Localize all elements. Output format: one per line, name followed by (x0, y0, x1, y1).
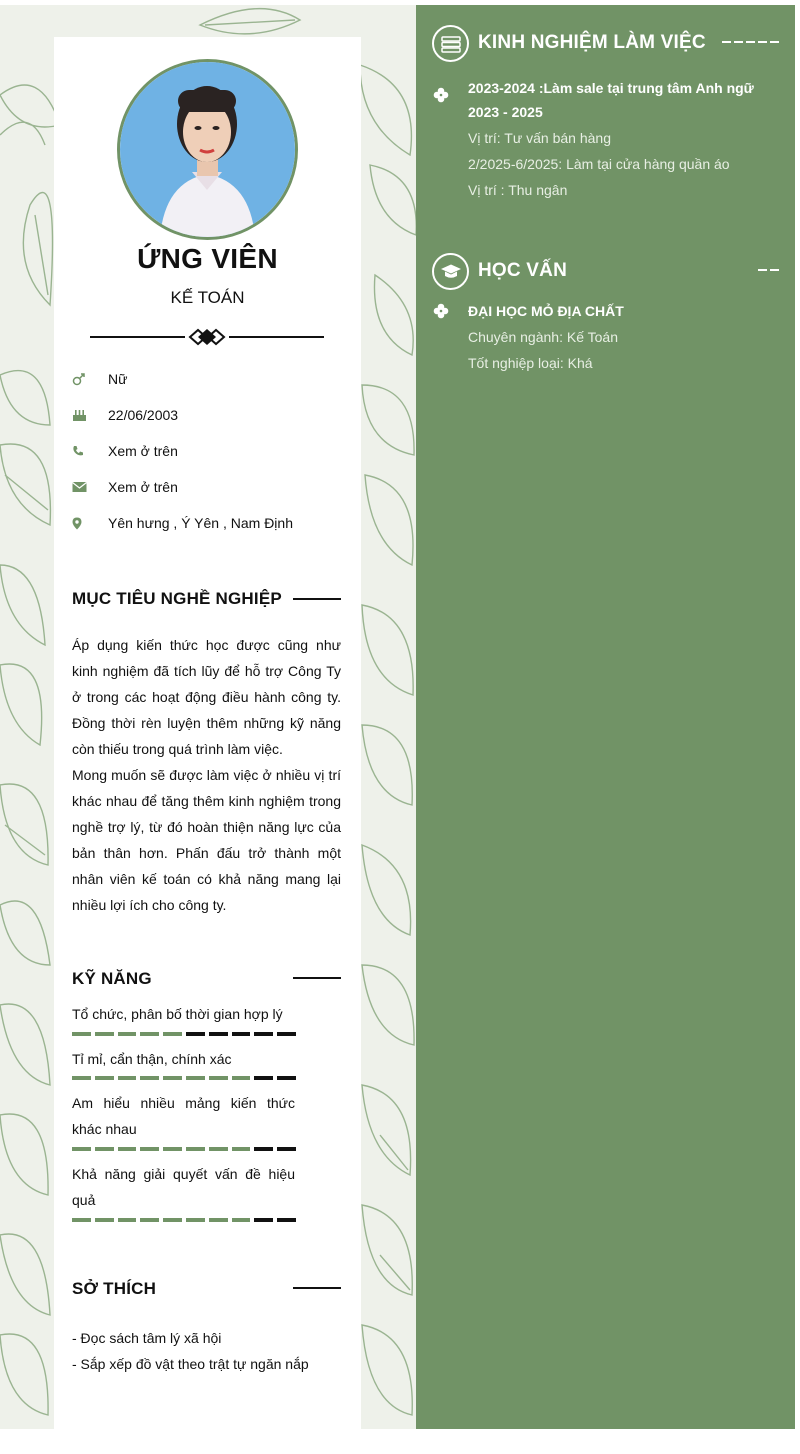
skill-segment-empty (277, 1032, 296, 1036)
phone-text: Xem ở trên (108, 443, 178, 459)
birthday-text: 22/06/2003 (108, 407, 179, 423)
education-school: ĐẠI HỌC MỎ ĐỊA CHẤT (468, 303, 624, 319)
objective-paragraph: Áp dụng kiến thức học được cũng như kinh nghiệm đã tích lũy để hỗ trợ Công Ty ở trong các hoạt động điều hành công ty. Đồng thời rèn luyện thêm những kỹ năng còn thiếu trong quá trình làm việc. (72, 637, 341, 757)
right-panel (416, 5, 795, 1429)
skill-segment-filled (163, 1032, 182, 1036)
cv-page (0, 5, 795, 1429)
skill-level-bar (72, 1032, 296, 1036)
skill-segment-filled (95, 1032, 114, 1036)
skill-segment-filled (72, 1147, 91, 1151)
skill-segment-filled (209, 1218, 228, 1222)
skill-level-bar (72, 1147, 296, 1151)
info-email (72, 477, 178, 497)
skill-segment-filled (232, 1076, 251, 1080)
envelope-icon (72, 481, 108, 493)
hobbies-title-line (293, 1287, 341, 1289)
skill-segment-empty (277, 1076, 296, 1080)
info-phone (72, 441, 178, 461)
experience-heading-years: 2023 - 2025 (468, 104, 543, 120)
skill-segment-filled (209, 1076, 228, 1080)
flower-bullet-icon (433, 87, 449, 103)
objective-title-line (293, 598, 341, 600)
info-gender (72, 369, 127, 389)
skill-segment-empty (254, 1032, 273, 1036)
skill-segment-filled (118, 1147, 137, 1151)
skill-level-bar (72, 1076, 296, 1080)
skill-segment-empty (186, 1032, 205, 1036)
phone-icon (72, 445, 108, 457)
skill-segment-empty (277, 1218, 296, 1222)
skill-segment-filled (163, 1218, 182, 1222)
candidate-name: ỨNG VIÊN (137, 243, 278, 274)
skills-title-line (293, 977, 341, 979)
flower-bullet-icon (433, 303, 449, 319)
skill-segment-filled (72, 1076, 91, 1080)
graduation-cap-icon (432, 253, 469, 290)
skill-name: Tỉ mỉ, cẩn thận, chính xác (72, 1051, 232, 1067)
map-marker-icon (72, 517, 108, 530)
skill-name: Khả năng giải quyết vấn đề hiệu quả (72, 1166, 295, 1208)
skill-segment-filled (72, 1032, 91, 1036)
gender-icon (72, 372, 108, 386)
address-text: Yên hưng , Ý Yên , Nam Định (108, 515, 293, 531)
experience-title-dashes (722, 41, 782, 43)
experience-line: Vị trí: Tư vấn bán hàng (468, 130, 611, 146)
info-address (72, 513, 293, 533)
skill-segment-filled (118, 1076, 137, 1080)
skill-segment-filled (140, 1147, 159, 1151)
skill-segment-filled (95, 1076, 114, 1080)
experience-line: Vị trí : Thu ngân (468, 182, 568, 198)
objective-title: MỤC TIÊU NGHỀ NGHIỆP (72, 589, 282, 608)
skill-segment-filled (163, 1076, 182, 1080)
education-title: HỌC VẤN (478, 260, 568, 281)
hobbies-title: SỞ THÍCH (72, 1279, 157, 1298)
skill-segment-empty (254, 1147, 273, 1151)
skill-segment-empty (254, 1076, 273, 1080)
experience-block (468, 75, 768, 203)
skill-segment-filled (186, 1218, 205, 1222)
hobby-item: - Sắp xếp đồ vật theo trật tự ngăn nắp (72, 1356, 309, 1372)
education-title-dashes (758, 269, 782, 271)
skill-segment-filled (232, 1147, 251, 1151)
avatar-photo-icon (120, 62, 295, 237)
skill-segment-filled (140, 1032, 159, 1036)
skill-segment-empty (277, 1147, 296, 1151)
skill-name: Tổ chức, phân bố thời gian hợp lý (72, 1006, 283, 1022)
avatar (117, 59, 298, 240)
education-line: Chuyên ngành: Kế Toán (468, 329, 618, 345)
skill-segment-filled (232, 1218, 251, 1222)
job-title: KẾ TOÁN (170, 288, 245, 307)
skill-segment-filled (72, 1218, 91, 1222)
email-text: Xem ở trên (108, 479, 178, 495)
experience-line: 2/2025-6/2025: Làm tại cửa hàng quần áo (468, 156, 730, 172)
skill-segment-filled (95, 1218, 114, 1222)
gender-text: Nữ (108, 371, 128, 387)
info-birthday (72, 405, 178, 425)
skill-segment-empty (254, 1218, 273, 1222)
skill-segment-filled (95, 1147, 114, 1151)
hobbies-list (72, 1325, 341, 1377)
experience-heading: 2023-2024 :Làm sale tại trung tâm Anh ngữ (468, 80, 754, 96)
skill-segment-empty (209, 1032, 228, 1036)
skill-name: Am hiểu nhiều mảng kiến thức khác nhau (72, 1095, 295, 1137)
skill-segment-filled (186, 1147, 205, 1151)
objective-text (72, 632, 341, 918)
skill-segment-filled (186, 1076, 205, 1080)
ornament-divider (90, 327, 324, 347)
objective-paragraph: Mong muốn sẽ được làm việc ở nhiều vị trí khác nhau để tăng thêm kinh nghiệm trong nghề trợ lý, từ đó hoàn thiện năng lực của bản thân hơn. Phấn đấu trở thành một nhân viên kế toán có khả năng mang lại nhiều lợi ích cho công ty. (72, 767, 341, 913)
skill-segment-filled (140, 1076, 159, 1080)
birthday-cake-icon (72, 408, 108, 422)
skill-segment-filled (118, 1032, 137, 1036)
experience-title: KINH NGHIỆM LÀM VIỆC (478, 32, 706, 53)
hobby-item: - Đọc sách tâm lý xã hội (72, 1330, 222, 1346)
books-icon (432, 25, 469, 62)
skill-segment-empty (232, 1032, 251, 1036)
skill-segment-filled (209, 1147, 228, 1151)
skill-segment-filled (163, 1147, 182, 1151)
skill-level-bar (72, 1218, 296, 1222)
skill-segment-filled (118, 1218, 137, 1222)
education-block (468, 298, 768, 376)
skill-segment-filled (140, 1218, 159, 1222)
skills-title: KỸ NĂNG (72, 969, 152, 988)
education-line: Tốt nghiệp loại: Khá (468, 355, 593, 371)
